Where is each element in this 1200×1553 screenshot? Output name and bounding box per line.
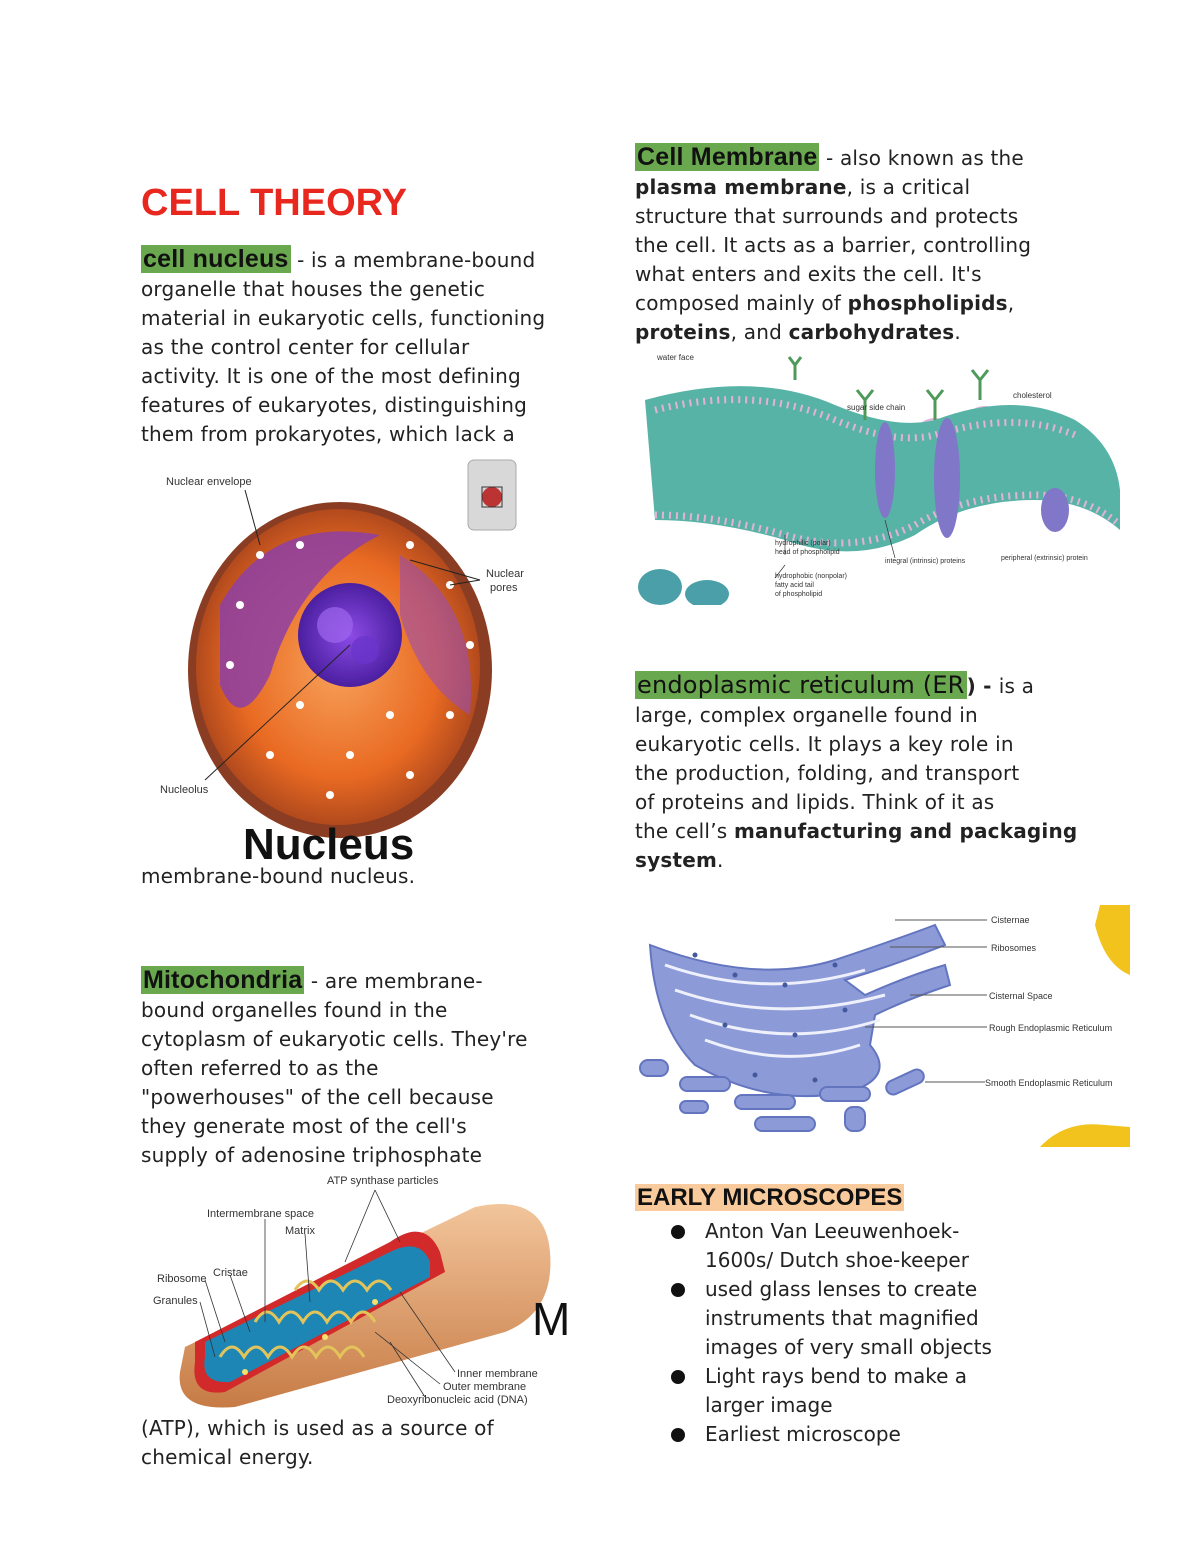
- mitochondria-line: they generate most of the cell's: [141, 1114, 467, 1138]
- membrane-line: what enters and exits the cell. It's: [635, 262, 982, 286]
- mitochondria-paragraph: [141, 966, 601, 1170]
- er-line: the production, folding, and transport: [635, 761, 1020, 785]
- label-peripheral-protein: peripheral (extrinsic) protein: [1001, 555, 1088, 562]
- nucleus-heading: cell nucleus: [143, 245, 289, 273]
- nucleus-illustration: [150, 455, 550, 875]
- list-item-line: Light rays bend to make a: [705, 1364, 968, 1388]
- er-line: eukaryotic cells. It plays a key role in: [635, 732, 1014, 756]
- label-matrix: Matrix: [285, 1225, 315, 1237]
- page-title: CELL THEORY: [141, 182, 408, 224]
- membrane-lead: - also known as the: [819, 146, 1024, 170]
- label-nuclear-pores-2: pores: [490, 582, 518, 594]
- list-item: [635, 1362, 1085, 1420]
- er-lead: is a: [998, 674, 1035, 698]
- microscopes-heading-text: EARLY MICROSCOPES: [637, 1184, 903, 1211]
- membrane-comp-pre: composed mainly of: [635, 291, 848, 315]
- er-line: of proteins and lipids. Think of it as: [635, 790, 995, 814]
- label-cisternal-space: Cisternal Space: [989, 991, 1053, 1001]
- label-ribosomes: Ribosomes: [991, 943, 1037, 953]
- mitochondria-lead: - are membrane-: [304, 969, 483, 993]
- membrane-bold-carbohydrates: carbohydrates: [788, 320, 955, 344]
- nucleus-paragraph: [141, 245, 601, 449]
- list-item-line: instruments that magnified: [705, 1306, 979, 1330]
- membrane-and: , and: [730, 320, 789, 344]
- membrane-after-bold: , is a critical: [846, 175, 971, 199]
- list-item-line: 1600s/ Dutch shoe-keeper: [705, 1248, 969, 1272]
- nucleus-line: activity. It is one of the most defining: [141, 364, 521, 388]
- label-integral-proteins: integral (intrinsic) proteins: [885, 558, 966, 565]
- nucleus-caption: Nucleus: [243, 820, 415, 869]
- mitochondria-heading: Mitochondria: [143, 966, 303, 994]
- mitochondria-big-letter: M: [532, 1293, 571, 1345]
- list-item-line: images of very small objects: [705, 1335, 992, 1359]
- er-line: large, complex organelle found in: [635, 703, 978, 727]
- membrane-paragraph: [635, 143, 1085, 347]
- label-intermembrane: Intermembrane space: [207, 1208, 314, 1220]
- nucleus-tail: membrane-bound nucleus.: [141, 864, 416, 888]
- list-item: [635, 1275, 1085, 1362]
- bullet-dot-icon: [671, 1225, 685, 1239]
- list-item-line: Earliest microscope: [705, 1422, 901, 1446]
- label-hydrophilic-2: head of phospholipid: [775, 549, 840, 556]
- er-illustration: [635, 905, 1130, 1147]
- bullet-dot-icon: [671, 1283, 685, 1297]
- nucleus-line: them from prokaryotes, which lack a: [141, 422, 515, 446]
- membrane-comma: ,: [1007, 291, 1015, 315]
- nucleus-lead: - is a membrane-bound: [290, 248, 536, 272]
- er-bold-system: system: [635, 848, 718, 872]
- membrane-illustration: [635, 350, 1125, 605]
- label-smooth-er: Smooth Endoplasmic Reticulum: [985, 1078, 1113, 1088]
- membrane-line: the cell. It acts as a barrier, controlling: [635, 233, 1032, 257]
- list-item-line: used glass lenses to create: [705, 1277, 978, 1301]
- mitochondria-line: often referred to as the: [141, 1056, 379, 1080]
- label-outer-membrane: Outer membrane: [443, 1381, 527, 1393]
- mitochondria-tail-line: chemical energy.: [141, 1445, 314, 1469]
- label-dna: Deoxyribonucleic acid (DNA): [387, 1394, 528, 1406]
- label-hydrophobic-3: of phospholipid: [775, 591, 823, 598]
- cell-thumbnail-icon: [468, 460, 516, 530]
- label-rough-er: Rough Endoplasmic Reticulum: [989, 1023, 1113, 1033]
- label-cisternae: Cisternae: [991, 915, 1030, 925]
- er-last-pre: the cell’s: [635, 819, 734, 843]
- er-period: .: [717, 848, 724, 872]
- label-hydrophobic-1: hydrophobic (nonpolar): [775, 573, 847, 580]
- mitochondria-line: cytoplasm of eukaryotic cells. They're: [141, 1027, 528, 1051]
- bullet-dot-icon: [671, 1370, 685, 1384]
- list-item-line: Anton Van Leeuwenhoek-: [705, 1219, 960, 1243]
- bullet-dot-icon: [671, 1428, 685, 1442]
- nucleus-line: features of eukaryotes, distinguishing: [141, 393, 527, 417]
- list-item: [635, 1420, 1085, 1449]
- list-item: [635, 1217, 1085, 1275]
- label-inner-membrane: Inner membrane: [457, 1368, 538, 1380]
- membrane-heading: Cell Membrane: [637, 143, 818, 171]
- microscopes-list: [635, 1217, 1085, 1449]
- mitochondria-line: bound organelles found in the: [141, 998, 448, 1022]
- label-cholesterol: cholesterol: [1013, 391, 1052, 400]
- label-atp-synthase: ATP synthase particles: [327, 1175, 439, 1187]
- membrane-bold-plasma: plasma membrane: [635, 175, 847, 199]
- mitochondria-illustration: [145, 1172, 555, 1412]
- er-bold-manufacturing: manufacturing and packaging: [733, 819, 1078, 843]
- label-nuclear-envelope: Nuclear envelope: [166, 476, 252, 488]
- nucleus-line: material in eukaryotic cells, functioning: [141, 306, 546, 330]
- nucleus-line: organelle that houses the genetic: [141, 277, 486, 301]
- mitochondria-tail-line: (ATP), which is used as a source of: [141, 1416, 494, 1440]
- label-hydrophobic-2: fatty acid tail: [775, 582, 814, 589]
- nucleus-line: as the control center for cellular: [141, 335, 470, 359]
- label-water-face: water face: [657, 353, 694, 362]
- mitochondria-line: supply of adenosine triphosphate: [141, 1143, 483, 1167]
- er-heading-close: ) -: [966, 674, 999, 698]
- label-nuclear-pores-1: Nuclear: [486, 568, 524, 580]
- list-item-line: larger image: [705, 1393, 833, 1417]
- microscopes-heading: [635, 1184, 904, 1212]
- membrane-bold-phospholipids: phospholipids: [847, 291, 1008, 315]
- er-paragraph: [635, 671, 1085, 875]
- membrane-period: .: [954, 320, 961, 344]
- mitochondria-tail: [141, 1414, 494, 1472]
- membrane-bold-proteins: proteins: [635, 320, 731, 344]
- label-cristae: Cristae: [213, 1267, 248, 1279]
- membrane-line: structure that surrounds and protects: [635, 204, 1019, 228]
- er-heading: endoplasmic reticulum (ER: [637, 671, 965, 699]
- label-nucleolus: Nucleolus: [160, 784, 209, 796]
- mitochondria-line: "powerhouses" of the cell because: [141, 1085, 494, 1109]
- label-granules: Granules: [153, 1295, 198, 1307]
- label-ribosome: Ribosome: [157, 1273, 207, 1285]
- label-sugar-side-chain: sugar side chain: [847, 403, 906, 412]
- label-hydrophilic-1: hydrophilic (polar): [775, 540, 831, 547]
